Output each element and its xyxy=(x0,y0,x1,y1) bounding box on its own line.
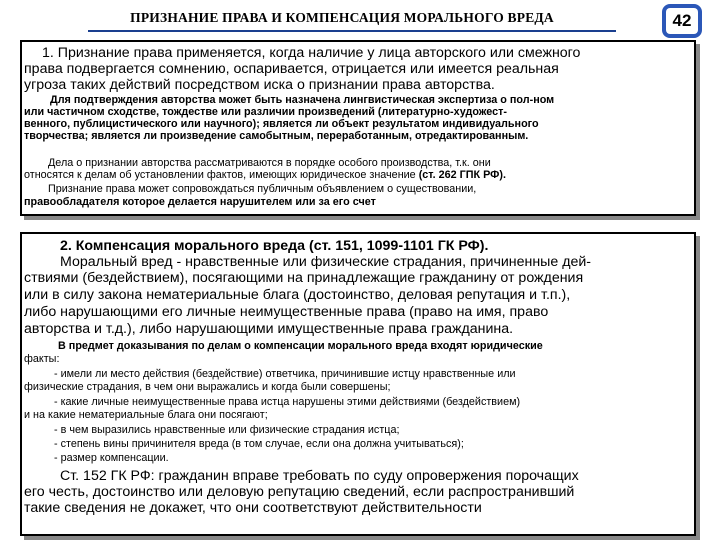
gpk-reference: (ст. 262 ГПК РФ). xyxy=(418,169,506,181)
title-underline xyxy=(88,30,616,32)
special-line-4: правообладателя которое делается нарушителем или за его счет xyxy=(24,196,376,208)
expertise-line-2: или частичном сходстве, тождестве или различии произведений (литературно-художест- xyxy=(24,106,508,118)
section2-heading-text: 2. Компенсация морального вреда (ст. 151, 1099-1101 ГК РФ). xyxy=(60,238,489,254)
slide-number: 42 xyxy=(666,8,698,34)
section2-heading xyxy=(60,238,488,254)
proof-line-1: В предмет доказывания по делам о компенсации морального вреда входят юридические xyxy=(58,340,543,352)
slide-number-badge xyxy=(662,4,702,38)
proof-line-4: физические страдания, в чем они выражались и когда были совершены; xyxy=(24,381,391,393)
special-line-1: Дела о признании авторства рассматриваются в порядке особого производства, т.к. они xyxy=(48,157,491,169)
proof-line-6: и на какие нематериальные блага они посягают; xyxy=(24,409,268,421)
proof-line-3: - имели ли место действия (бездействие) ответчика, причинившие истцу нравственные или xyxy=(54,368,516,380)
special-line-2 xyxy=(24,169,506,182)
intro-line-2: права подвергается сомнению, оспаривается, отрицается или имеется реальная xyxy=(24,61,559,77)
intro-line-1: 1. Признание права применяется, когда наличие у лица авторского или смежного xyxy=(42,45,581,61)
definition-line-3: или в силу закона нематериальные блага (достоинство, деловая репутация и т.п.), xyxy=(24,287,571,303)
special-line-3: Признание права может сопровождаться публичным объявлением о существовании, xyxy=(48,183,477,195)
art152-reference: Ст. 152 ГК РФ: xyxy=(60,468,155,484)
proof-line-8: - степень вины причинителя вреда (в том случае, если она должна учитываться); xyxy=(54,438,464,450)
section-moral-damage xyxy=(20,232,696,536)
proof-line-7: - в чем выразились нравственные или физические страдания истца; xyxy=(54,424,400,436)
expertise-line-4: творчества; является ли произведение самобытным, переработанным, отредактированным. xyxy=(24,130,529,142)
proof-line-5: - какие личные неимущественные права истца нарушены этими действиями (бездействием) xyxy=(54,396,521,408)
section-recognition-of-rights xyxy=(20,40,696,216)
expertise-line-3: венного, публицистического или научного); является ли объект результатом индивидуального xyxy=(24,118,539,130)
art152-line-1-text: гражданин вправе требовать по суду опровержения порочащих xyxy=(154,468,579,484)
art152-line-1 xyxy=(60,468,579,484)
definition-line-5: авторства и т.д.), либо нарушающими имущественные права гражданина. xyxy=(24,321,514,337)
definition-line-1: Моральный вред - нравственные или физические страдания, причиненные дей- xyxy=(60,254,592,270)
art152-line-3: такие сведения не докажет, что они соответствуют действительности xyxy=(24,500,482,516)
proof-line-9: - размер компенсации. xyxy=(54,452,169,464)
intro-line-3: угроза таких действий посредством иска о признании права авторства. xyxy=(24,77,495,93)
definition-line-4: либо нарушающими его личные неимущественные права (право на имя, право xyxy=(24,304,549,320)
page-title: ПРИЗНАНИЕ ПРАВА И КОМПЕНСАЦИЯ МОРАЛЬНОГО ВРЕДА xyxy=(130,10,554,25)
definition-line-2: ствиями (бездействием), посягающими на принадлежащие гражданину от рождения xyxy=(24,270,584,286)
expertise-line-1: Для подтверждения авторства может быть назначена лингвистическая экспертиза о пол-ном xyxy=(50,94,555,106)
special-line-2-text: относятся к делам об установлении фактов, имеющих юридическое значение xyxy=(24,169,419,181)
art152-line-2: его честь, достоинство или деловую репутацию сведений, если распространивший xyxy=(24,484,575,500)
proof-line-2: факты: xyxy=(24,353,60,365)
